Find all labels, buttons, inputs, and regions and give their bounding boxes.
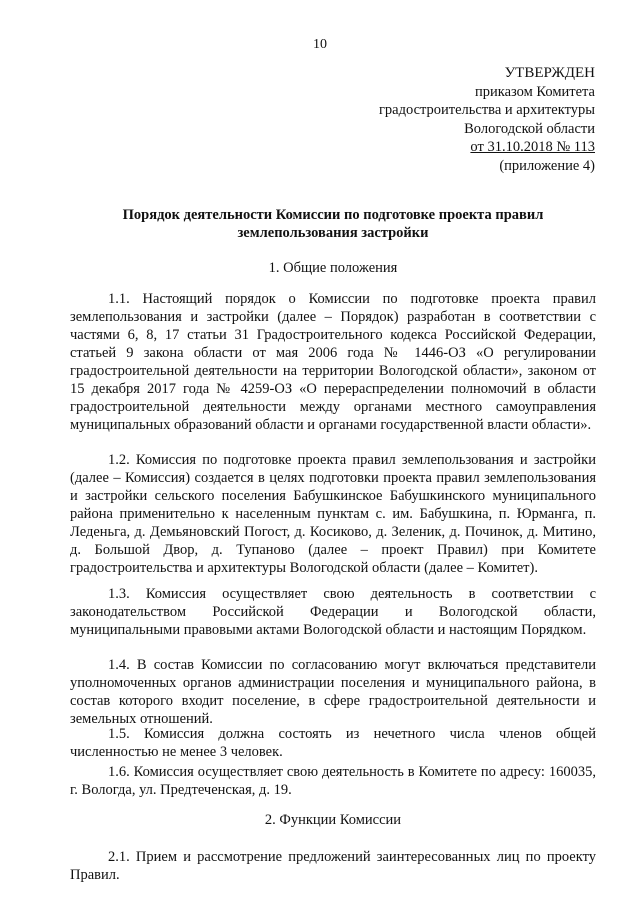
paragraph-text: 1.4. В состав Комиссии по согласованию могут включаться представители уполномоченных органов администрации поселения и муниципального района, в состав которого входит поселение, в сфере градостроительной деятельности и земельных отношений. <box>70 657 596 727</box>
paragraph-2-1 <box>70 848 596 884</box>
approval-order: от 31.10.2018 № 113 <box>470 139 595 155</box>
paragraph-1-3 <box>70 585 596 639</box>
paragraph-text: 1.5. Комиссия должна состоять из нечетного числа членов общей численностью не менее 3 человек. <box>70 726 596 760</box>
paragraph-1-4 <box>70 656 596 728</box>
paragraph-1-2 <box>70 451 596 577</box>
page-number: 10 <box>313 37 327 52</box>
paragraph-text: 1.6. Комиссия осуществляет свою деятельность в Комитете по адресу: 160035, г. Вологда, ул. Предтеченская, д. 19. <box>70 764 596 798</box>
approval-line-2: градостроительства и архитектуры <box>378 102 595 118</box>
document-title: Порядок деятельности Комиссии по подготовке проекта правил землепользования застройки <box>122 207 544 241</box>
paragraph-1-5 <box>70 725 596 761</box>
section-heading-2: 2. Функции Комиссии <box>264 812 402 828</box>
approval-appendix: (приложение 4) <box>499 157 595 174</box>
approval-line-3: Вологодской области <box>464 120 595 137</box>
paragraph-1-6 <box>70 763 596 799</box>
approval-line-1: приказом Комитета <box>474 83 595 100</box>
approval-status: УТВЕРЖДЕН <box>504 65 595 81</box>
paragraph-text: 1.2. Комиссия по подготовке проекта правил землепользования и застройки (далее – Комиссия) создается в целях подготовки проекта правил землепользования и застройки сельского поселения Бабушкинское Бабушкинского муниципального района применительно к населенным пунктам с. им. Бабушкина, п. Юрманга, п. Леденьга, д. Демьяновский Погост, д. Косиково, д. Зеленик, д. Починок, д. Митино, д. Большой Двор, д. Тупаново (далее – проект Правил) при Комитете градостроительства и архитектуры Вологодской области (далее – Комитет). <box>70 452 596 576</box>
paragraph-1-1 <box>70 290 596 434</box>
paragraph-text: 1.3. Комиссия осуществляет свою деятельность в соответствии с законодательством Российской Федерации и Вологодской области, муниципальными правовыми актами Вологодской области и настоящим Порядком. <box>70 586 596 638</box>
approval-block <box>379 64 595 175</box>
paragraph-text: 1.1. Настоящий порядок о Комиссии по подготовке проекта правил землепользования и застройки (далее – Порядок) разработан в соответствии с частями 6, 8, 17 статьи 31 Градостроительного кодекса Российской Федерации, статьей 9 закона области от мая 2006 года № 1446-ОЗ «О регулировании градостроительной деятельности на территории Вологодской области», законом от 15 декабря 2017 года № 4259-ОЗ «О перераспределении полномочий в области градостроительной деятельности между органами местного самоуправления муниципальных образований области и органами государственной власти области». <box>70 291 596 433</box>
paragraph-text: 2.1. Прием и рассмотрение предложений заинтересованных лиц по проекту Правил. <box>70 849 596 883</box>
section-heading-1: 1. Общие положения <box>268 260 398 276</box>
